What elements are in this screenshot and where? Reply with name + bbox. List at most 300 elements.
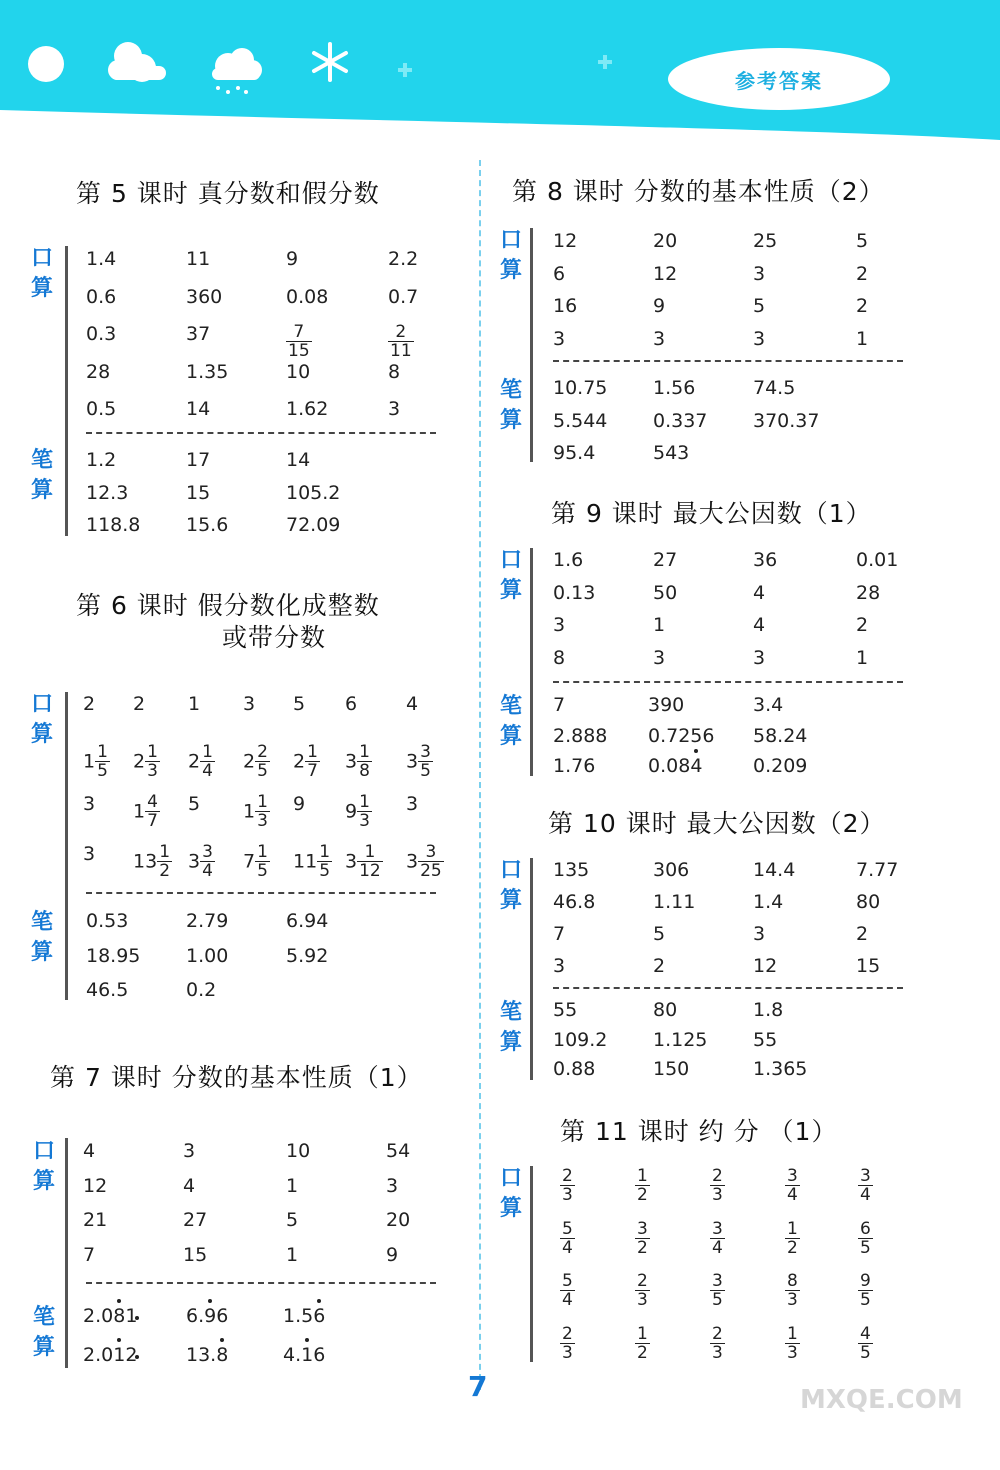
oral-answer: 6 <box>553 262 566 285</box>
fraction <box>418 843 444 880</box>
oral-answer: 3 <box>406 793 419 815</box>
denominator: 3 <box>787 1342 798 1363</box>
oral-answer <box>635 1167 650 1204</box>
page-number: 7 <box>468 1370 488 1403</box>
whole-part: 7 <box>243 850 256 873</box>
written-answer <box>283 1344 325 1366</box>
repeating-digit: 6 <box>313 1305 326 1327</box>
oral-answer: 1.35 <box>186 360 229 383</box>
header-banner <box>0 0 1000 140</box>
numerator: 2 <box>712 1166 723 1186</box>
fraction <box>418 743 433 780</box>
oral-answer: 25 <box>753 230 778 252</box>
oral-answer: 14 <box>186 398 211 420</box>
oral-answer <box>345 793 372 830</box>
oral-answer: 21 <box>83 1209 108 1231</box>
written-answer: 15 <box>186 481 211 504</box>
digits: 0.08 <box>648 755 691 777</box>
numerator: 1 <box>359 792 370 812</box>
denominator: 3 <box>637 1290 648 1310</box>
oral-answer <box>560 1325 575 1362</box>
fraction <box>858 1167 873 1204</box>
oral-answer: 2 <box>856 262 869 285</box>
denominator: 5 <box>257 761 268 781</box>
denominator: 4 <box>860 1185 871 1205</box>
oral-answer <box>785 1325 800 1362</box>
repeating-digit: 4 <box>690 755 703 777</box>
written-label: 笔 算 <box>499 1000 522 1055</box>
oral-answer <box>345 743 372 780</box>
fraction <box>357 743 372 780</box>
written-answer: 3.4 <box>753 694 784 716</box>
oral-answer: 36 <box>753 549 778 571</box>
fraction <box>635 1167 650 1204</box>
written-answer: 80 <box>653 999 678 1021</box>
denominator: 3 <box>359 811 370 831</box>
oral-answer: 1.6 <box>553 549 584 571</box>
oral-answer <box>188 843 215 880</box>
oral-answer: 1 <box>856 646 869 669</box>
oral-answer: 2 <box>653 955 666 977</box>
oral-answer: 1.4 <box>86 248 117 270</box>
oral-answer: 4 <box>406 693 419 715</box>
written-answer: 1.125 <box>653 1028 708 1051</box>
oral-answer <box>710 1272 725 1309</box>
oral-answer: 5 <box>286 1209 299 1231</box>
oral-answer <box>83 743 110 780</box>
denominator: 5 <box>712 1290 723 1310</box>
denominator: 5 <box>420 761 431 781</box>
oral-answer: 0.6 <box>86 285 117 308</box>
written-answer: 15.6 <box>186 514 229 536</box>
written-answer: 5.92 <box>286 944 329 967</box>
written-answer: 6.94 <box>286 910 329 932</box>
numerator: 3 <box>425 842 437 862</box>
denominator: 2 <box>637 1237 648 1258</box>
written-answer: 46.5 <box>86 979 129 1001</box>
oral-answer: 7 <box>83 1243 96 1266</box>
oral-answer <box>710 1325 725 1362</box>
oral-answer: 10 <box>286 360 311 383</box>
written-answer: 7 <box>553 694 566 716</box>
oral-answer <box>710 1167 725 1204</box>
oral-answer: 8 <box>388 360 401 383</box>
oral-answer: 2 <box>856 614 869 636</box>
oral-answer: 3 <box>388 398 401 420</box>
whole-part: 3 <box>406 750 419 773</box>
oral-answer: 3 <box>553 955 566 977</box>
numerator: 1 <box>159 842 171 862</box>
numerator: 3 <box>712 1271 723 1291</box>
denominator: 3 <box>712 1342 723 1363</box>
numerator: 1 <box>787 1323 798 1344</box>
denominator: 2 <box>637 1342 648 1363</box>
written-label: 笔 算 <box>499 378 522 433</box>
oral-answer: 46.8 <box>553 891 596 913</box>
oral-answer: 5 <box>653 923 666 945</box>
denominator: 15 <box>288 341 310 361</box>
written-answer: 0.7256 <box>648 724 715 747</box>
fraction <box>635 1220 650 1257</box>
oral-answer: 4 <box>83 1140 96 1162</box>
oral-answer <box>133 743 160 780</box>
numerator: 2 <box>562 1166 573 1186</box>
oral-answer: 1 <box>286 1174 299 1197</box>
oral-answer: 4 <box>753 581 766 604</box>
denominator: 5 <box>860 1290 871 1310</box>
numerator: 2 <box>257 742 268 762</box>
oral-answer: 3 <box>653 646 666 669</box>
numerator: 1 <box>637 1323 648 1344</box>
fraction <box>560 1167 575 1204</box>
oral-answer <box>293 843 332 880</box>
denominator: 3 <box>712 1185 723 1205</box>
section-separator <box>553 987 903 989</box>
sun-icon <box>28 46 64 82</box>
oral-label: 口 算 <box>499 1166 522 1221</box>
denominator: 5 <box>319 861 331 881</box>
oral-answer <box>406 843 444 880</box>
written-answer: 0.209 <box>753 755 808 777</box>
repeating-digit: 8 <box>216 1344 229 1366</box>
written-answer: 14 <box>286 449 311 471</box>
oral-answer: 2.2 <box>388 248 419 270</box>
oral-answer: 1 <box>653 614 666 636</box>
oral-answer: 5 <box>293 693 306 715</box>
written-answer: 74.5 <box>753 377 796 399</box>
oral-answer: 1 <box>856 327 869 350</box>
fraction <box>357 793 372 830</box>
whole-part: 3 <box>188 850 201 873</box>
section-title-s11: 第 11 课时 约 分 （1） <box>560 1117 838 1146</box>
oral-answer <box>293 743 320 780</box>
digits: 2 <box>125 1344 138 1366</box>
denominator: 4 <box>202 861 213 881</box>
written-answer <box>186 1344 228 1366</box>
denominator: 12 <box>359 861 381 881</box>
denominator: 7 <box>307 761 318 781</box>
numerator: 1 <box>364 842 376 862</box>
section-title-s9: 第 9 课时 最大公因数（1） <box>551 499 872 528</box>
fraction <box>785 1167 800 1204</box>
written-answer: 12.3 <box>86 481 129 504</box>
oral-answer <box>406 743 433 780</box>
fraction <box>286 323 312 360</box>
section-title-s10: 第 10 课时 最大公因数（2） <box>548 809 886 838</box>
numerator: 1 <box>257 842 268 862</box>
oral-answer: 3 <box>753 923 766 945</box>
digits: 6 <box>313 1344 326 1366</box>
numerator: 9 <box>860 1271 871 1291</box>
fraction <box>200 743 215 780</box>
written-label: 笔 算 <box>499 694 522 749</box>
oral-answer <box>133 793 160 830</box>
written-answer: 10.75 <box>553 377 608 399</box>
oral-answer: 3 <box>753 646 766 669</box>
numerator: 4 <box>147 792 158 812</box>
oral-answer: 12 <box>653 262 678 285</box>
oral-answer: 360 <box>186 285 223 308</box>
written-answer <box>83 1305 137 1327</box>
oral-answer: 1 <box>188 693 201 715</box>
digits: 4. <box>283 1344 302 1366</box>
fraction <box>858 1220 873 1257</box>
numerator: 5 <box>562 1218 573 1239</box>
section-bar-s11 <box>530 1166 533 1362</box>
numerator: 3 <box>202 842 213 862</box>
numerator: 1 <box>97 742 108 762</box>
section-bar-s9 <box>530 548 533 776</box>
numerator: 1 <box>637 1166 648 1186</box>
oral-answer: 6 <box>345 693 358 715</box>
oral-answer <box>785 1220 800 1257</box>
denominator: 3 <box>257 811 268 831</box>
oral-answer: 3 <box>183 1140 196 1162</box>
oral-answer: 0.5 <box>86 398 117 420</box>
oral-answer: 50 <box>653 581 678 604</box>
fraction <box>635 1325 650 1362</box>
digits: 13. <box>186 1344 217 1366</box>
oral-answer: 37 <box>186 323 211 345</box>
numerator: 8 <box>787 1271 798 1291</box>
written-answer: 109.2 <box>553 1028 608 1051</box>
numerator: 6 <box>860 1218 871 1239</box>
fraction <box>317 843 332 880</box>
oral-answer: 4 <box>183 1174 196 1197</box>
whole-part: 3 <box>406 850 419 873</box>
section-separator <box>86 1282 436 1284</box>
whole-part: 1 <box>83 750 96 773</box>
written-label: 笔 算 <box>30 448 53 503</box>
numerator: 3 <box>637 1218 648 1239</box>
written-answer: 5.544 <box>553 409 608 432</box>
denominator: 4 <box>202 761 213 781</box>
whole-part: 2 <box>293 750 306 773</box>
oral-answer: 135 <box>553 859 590 881</box>
written-answer: 1.56 <box>653 377 696 399</box>
denominator: 4 <box>712 1237 723 1258</box>
fraction <box>635 1272 650 1309</box>
digits: 2.0 <box>83 1344 114 1366</box>
repeating-digit: 8 <box>113 1305 126 1327</box>
repeating-digit: 1 <box>301 1344 314 1366</box>
oral-answer: 9 <box>293 793 306 815</box>
fraction <box>785 1220 800 1257</box>
whole-part: 2 <box>133 750 146 773</box>
written-answer: 0.2 <box>186 979 217 1001</box>
written-answer: 72.09 <box>286 514 341 536</box>
fraction <box>560 1272 575 1309</box>
oral-answer: 20 <box>653 230 678 252</box>
oral-answer: 5 <box>188 793 201 815</box>
whole-part: 9 <box>345 800 358 823</box>
oral-answer <box>710 1220 725 1257</box>
fraction <box>388 323 414 360</box>
oral-answer: 15 <box>856 955 881 977</box>
fraction <box>710 1220 725 1257</box>
written-answer: 1.00 <box>186 944 229 967</box>
denominator: 5 <box>860 1342 871 1363</box>
oral-answer: 2 <box>83 693 96 715</box>
whole-part: 2 <box>243 750 256 773</box>
numerator: 2 <box>637 1271 648 1291</box>
written-answer <box>83 1344 137 1366</box>
denominator: 5 <box>860 1237 871 1258</box>
oral-answer: 7 <box>553 923 566 945</box>
whole-part: 1 <box>133 800 146 823</box>
digits: 2.0 <box>83 1305 114 1327</box>
whole-part: 2 <box>188 750 201 773</box>
oral-answer: 16 <box>553 295 578 317</box>
numerator: 3 <box>787 1166 798 1186</box>
whole-part: 1 <box>243 800 256 823</box>
oral-answer: 306 <box>653 859 690 881</box>
oral-answer: 3 <box>753 327 766 350</box>
section-bar-s8 <box>530 228 533 462</box>
oral-answer: 7.77 <box>856 859 899 881</box>
oral-label: 口 算 <box>30 246 53 301</box>
fraction <box>560 1325 575 1362</box>
digits: 6 <box>216 1305 229 1327</box>
oral-label: 口 算 <box>32 1139 55 1194</box>
digits: 1.5 <box>283 1305 314 1327</box>
denominator: 5 <box>97 761 108 781</box>
oral-answer <box>345 843 383 880</box>
section-title-s8: 第 8 课时 分数的基本性质（2） <box>512 177 885 206</box>
written-answer: 118.8 <box>86 514 141 536</box>
fraction <box>560 1220 575 1257</box>
denominator: 5 <box>257 861 268 881</box>
numerator: 1 <box>319 842 331 862</box>
repeating-digit: 9 <box>204 1305 217 1327</box>
oral-answer <box>133 843 172 880</box>
numerator: 2 <box>562 1323 573 1344</box>
digits: 6. <box>186 1305 205 1327</box>
section-title-s5: 第 5 课时 真分数和假分数 <box>76 179 380 208</box>
oral-answer <box>785 1167 800 1204</box>
denominator: 4 <box>562 1237 573 1258</box>
written-answer: 58.24 <box>753 724 808 747</box>
oral-answer: 4 <box>753 614 766 636</box>
oral-answer <box>388 323 414 360</box>
denominator: 3 <box>787 1290 798 1310</box>
oral-answer <box>286 323 312 360</box>
oral-answer: 2 <box>856 923 869 945</box>
oral-answer <box>635 1325 650 1362</box>
numerator: 2 <box>395 322 407 342</box>
oral-answer: 5 <box>753 295 766 317</box>
oral-answer: 0.13 <box>553 581 596 604</box>
oral-answer: 20 <box>386 1209 411 1231</box>
oral-label: 口 算 <box>499 228 522 283</box>
denominator: 8 <box>359 761 370 781</box>
numerator: 1 <box>787 1218 798 1239</box>
written-answer: 390 <box>648 694 685 716</box>
oral-answer: 3 <box>553 614 566 636</box>
section-title-s7: 第 7 课时 分数的基本性质（1） <box>50 1063 423 1092</box>
fraction <box>145 793 160 830</box>
oral-answer <box>635 1220 650 1257</box>
oral-answer: 11 <box>186 248 211 270</box>
oral-answer: 28 <box>86 360 111 383</box>
denominator: 4 <box>787 1185 798 1205</box>
denominator: 2 <box>637 1185 648 1205</box>
written-answer: 0.88 <box>553 1058 596 1080</box>
section-bar-s5 <box>65 246 68 536</box>
numerator: 1 <box>257 792 268 812</box>
oral-answer <box>560 1167 575 1204</box>
oral-answer: 14.4 <box>753 859 796 881</box>
denominator: 3 <box>147 761 158 781</box>
oral-answer <box>243 843 270 880</box>
oral-answer: 27 <box>183 1209 208 1231</box>
fraction <box>255 843 270 880</box>
numerator: 3 <box>860 1166 871 1186</box>
oral-label: 口 算 <box>30 692 53 747</box>
oral-answer: 12 <box>83 1174 108 1197</box>
numerator: 3 <box>712 1218 723 1239</box>
oral-answer: 0.3 <box>86 323 117 345</box>
oral-answer: 54 <box>386 1140 411 1162</box>
written-answer: 95.4 <box>553 442 596 464</box>
oral-answer: 3 <box>653 327 666 350</box>
oral-answer: 0.01 <box>856 549 899 571</box>
fraction <box>95 743 110 780</box>
oral-answer: 1 <box>286 1243 299 1266</box>
numerator: 5 <box>562 1271 573 1291</box>
denominator: 3 <box>562 1185 573 1205</box>
oral-answer <box>785 1272 800 1309</box>
written-answer: 370.37 <box>753 409 820 432</box>
oral-answer: 3 <box>553 327 566 350</box>
fraction <box>858 1272 873 1309</box>
whole-part: 3 <box>345 750 358 773</box>
written-answer <box>186 1305 228 1327</box>
oral-answer: 2 <box>856 295 869 317</box>
numerator: 1 <box>307 742 318 762</box>
denominator: 2 <box>787 1237 798 1258</box>
oral-answer: 3 <box>83 843 96 865</box>
oral-answer: 1.4 <box>753 891 784 913</box>
oral-answer <box>635 1272 650 1309</box>
section-separator <box>86 432 436 434</box>
section-bar-s7 <box>65 1138 68 1368</box>
oral-answer: 3 <box>243 693 256 715</box>
numerator: 1 <box>359 742 370 762</box>
oral-answer: 27 <box>653 549 678 571</box>
numerator: 7 <box>293 322 305 342</box>
written-label: 笔 算 <box>32 1305 55 1360</box>
fraction <box>157 843 172 880</box>
oral-answer <box>858 1220 873 1257</box>
fraction <box>255 793 270 830</box>
oral-answer <box>858 1167 873 1204</box>
written-answer <box>283 1305 325 1327</box>
oral-answer: 12 <box>753 955 778 977</box>
denominator: 4 <box>562 1290 573 1310</box>
written-answer: 1.365 <box>753 1058 808 1080</box>
fraction <box>255 743 270 780</box>
fraction <box>785 1325 800 1362</box>
section-separator <box>553 681 903 683</box>
oral-answer: 15 <box>183 1243 208 1266</box>
fraction <box>710 1272 725 1309</box>
numerator: 1 <box>202 742 213 762</box>
written-answer: 1.2 <box>86 449 117 471</box>
oral-answer: 1.11 <box>653 891 696 913</box>
oral-answer: 0.7 <box>388 285 419 308</box>
written-answer: 17 <box>186 449 211 471</box>
